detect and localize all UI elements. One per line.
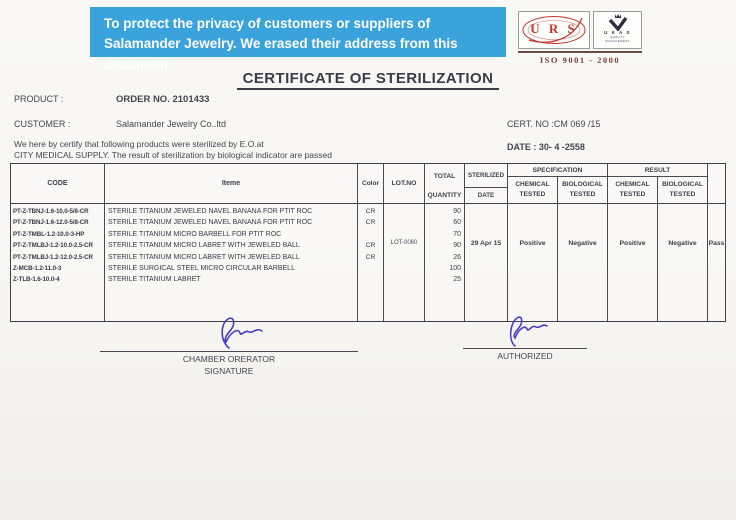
header-specification-group <box>508 164 608 203</box>
certify-line2: CITY MEDICAL SUPPLY. The result of sterilization by biological indicator are passed <box>14 150 332 160</box>
spec-chemical-word: CHEMICAL <box>515 180 550 188</box>
pass-value: Pass <box>708 240 725 247</box>
item-cell: STERILE TITANIUM MICRO BARBELL FOR PTIT ROC <box>108 230 282 238</box>
chamber-operator-signature-icon <box>213 314 277 354</box>
item-cell: STERILE TITANIUM JEWELED NAVEL BANANA FOR PTIT ROC <box>108 208 313 215</box>
ukas-label: U K A S <box>604 30 631 35</box>
code-cell: PT-Z-TMLBJ-1.2-10.0-2.5-CR <box>13 242 93 250</box>
sterilized-date-value: 29 Apr 15 <box>470 240 502 247</box>
header-code: CODE <box>11 164 105 203</box>
privacy-banner-line1: To protect the privacy of customers or suppliers of <box>104 16 431 31</box>
chamber-operator-label: CHAMBER ORERATOR <box>182 354 276 364</box>
urs-logo <box>518 11 590 49</box>
header-date: DATE <box>477 192 495 200</box>
pass-column <box>708 204 725 321</box>
logo-row <box>518 11 642 53</box>
quantity-cell: 25 <box>453 276 461 284</box>
header-lot-no: LOT.NO <box>384 164 425 203</box>
quantity-cell: 60 <box>453 219 461 227</box>
cert-no: CERT. NO :CM 069 /15 <box>507 119 601 129</box>
result-chemical-column <box>608 204 658 321</box>
header-pass <box>708 164 725 203</box>
code-cell: PT-Z-TBNJ-1.6-10.0-5/8-CR <box>13 208 89 215</box>
authorized-signature-icon <box>502 310 558 350</box>
header-item: Iteme <box>105 164 358 203</box>
certification-logos <box>518 11 642 65</box>
color-cell: CR <box>365 242 376 250</box>
spec-biological-column <box>558 204 608 321</box>
spec-chemical-value: Positive <box>519 240 546 247</box>
ukas-logo <box>593 11 642 49</box>
spec-biological-value: Negative <box>568 240 597 247</box>
header-sterilized-date <box>465 164 508 203</box>
ukas-sub2: MANAGEMENT <box>605 38 630 43</box>
lot-no-column <box>384 204 425 321</box>
table-header <box>11 164 725 204</box>
result-chemical-value: Positive <box>619 240 646 247</box>
product-label: PRODUCT : <box>14 94 64 104</box>
header-result: RESULT <box>608 164 707 177</box>
signature-label: SIGNATURE <box>204 366 254 376</box>
result-chemical-word: CHEMICAL <box>615 180 650 188</box>
code-cell: Z-MCB-1.2-11.0-3 <box>13 264 62 272</box>
sterilization-table <box>10 163 726 322</box>
result-chemical-tested-word: TESTED <box>619 191 646 198</box>
header-spec-biological <box>558 177 607 203</box>
result-biological-value: Negative <box>668 240 697 247</box>
certify-line1: We here by certify that following products were sterilized by E.O.at <box>14 139 264 149</box>
document-title <box>0 70 736 88</box>
item-cell: STERILE TITANIUM LABRET <box>108 276 201 284</box>
lot-no-value: LOT-0060 <box>390 240 418 246</box>
result-biological-column <box>658 204 708 321</box>
item-cell: STERILE TITANIUM MICRO LABRET WITH JEWELED BALL <box>108 242 300 250</box>
quantity-cell: 90 <box>453 242 461 250</box>
item-cell: STERILE SURGICAL STEEL MICRO CIRCULAR BARBELL <box>108 264 295 272</box>
header-result-group <box>608 164 708 203</box>
spec-chemical-tested-word: TESTED <box>519 191 546 198</box>
quantity-cell: 70 <box>453 230 461 238</box>
header-quantity: QUANTITY <box>427 192 462 199</box>
item-column <box>105 204 358 321</box>
header-result-chemical <box>608 177 658 203</box>
document-title-text: CERTIFICATE OF STERILIZATION <box>237 70 500 90</box>
quantity-column <box>425 204 465 321</box>
color-cell: CR <box>365 253 376 261</box>
cert-date: DATE : 30- 4 -2558 <box>507 142 585 152</box>
result-biological-tested-word: TESTED <box>669 191 696 198</box>
privacy-banner-line2: Salamander Jewelry. We erased their address from this document <box>104 36 458 72</box>
chamber-operator-signature-line <box>100 351 358 352</box>
color-cell <box>358 263 383 274</box>
code-cell: PT-Z-TMLBJ-1.2-12.0-2.5-CR <box>13 253 93 261</box>
spec-biological-word: BIOLOGICAL <box>562 180 603 188</box>
customer-label: CUSTOMER : <box>14 119 71 129</box>
header-spec-chemical <box>508 177 558 203</box>
sterilized-date-column <box>465 204 508 321</box>
customer-value: Salamander Jewelry Co..ltd <box>116 119 227 129</box>
privacy-banner <box>90 7 506 72</box>
header-color: Color <box>358 164 384 203</box>
iso-label: ISO 9001 - 2000 <box>539 55 621 65</box>
quantity-cell: 90 <box>453 208 461 215</box>
quantity-cell: 100 <box>449 264 461 272</box>
color-column <box>358 204 384 321</box>
item-cell: STERILE TITANIUM JEWELED NAVEL BANANA FOR PTIT ROC <box>108 219 313 227</box>
code-cell: PT-Z-TBNJ-1.6-12.0-5/8-CR <box>13 219 89 227</box>
table-body <box>11 204 725 321</box>
result-biological-word: BIOLOGICAL <box>662 180 703 188</box>
authorized-signature-line <box>463 348 587 349</box>
header-specification: SPECIFICATION <box>508 164 607 177</box>
code-cell: Z-TLB-1.6-10.0-4 <box>13 276 60 284</box>
quantity-cell: 26 <box>453 253 461 261</box>
color-cell <box>358 229 383 240</box>
urs-label: U R S <box>530 21 578 36</box>
authorized-label: AUTHORIZED <box>497 351 553 361</box>
color-cell <box>358 274 383 285</box>
header-total: TOTAL <box>433 172 456 180</box>
header-sterilized: STERILIZED <box>465 164 507 188</box>
item-cell: STERILE TITANIUM MICRO LABRET WITH JEWELED BALL <box>108 253 300 261</box>
spec-chemical-column <box>508 204 558 321</box>
spec-biological-tested-word: TESTED <box>569 191 596 198</box>
code-cell: PT-Z-TMBL-1.2-10.0-3-HP <box>13 230 85 238</box>
header-total-quantity <box>425 164 465 203</box>
code-column <box>11 204 105 321</box>
ukas-crown-check-icon <box>607 13 629 31</box>
product-value: ORDER NO. 2101433 <box>116 94 210 105</box>
ukas-sub1: QUALITY <box>610 34 625 39</box>
color-cell: CR <box>365 219 376 227</box>
header-result-biological <box>658 177 707 203</box>
color-cell: CR <box>365 208 376 215</box>
